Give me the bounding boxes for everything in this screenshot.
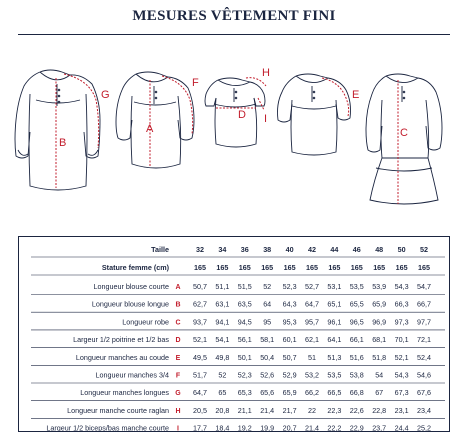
stature-cell: 165 xyxy=(261,263,274,272)
table-cell: 49,5 xyxy=(193,352,207,362)
table-cell: 54 xyxy=(375,370,384,380)
table-cell: 54,3 xyxy=(394,370,409,380)
table-cell: 52,9 xyxy=(282,370,297,380)
table-cell: 65,9 xyxy=(282,388,297,398)
page-title: MESURES VÊTEMENT FINI xyxy=(132,8,336,24)
table-cell: 22,3 xyxy=(327,405,342,415)
table-cell: 66,7 xyxy=(417,299,431,309)
table-cell: 51,3 xyxy=(327,352,342,362)
table-cell: 66,8 xyxy=(349,388,364,398)
table-cell: 64,7 xyxy=(193,388,207,398)
size-header: Taille xyxy=(151,245,169,254)
table-cell: 52 xyxy=(218,370,227,380)
size-header-cell: 48 xyxy=(375,245,384,254)
table-cell: 53,5 xyxy=(327,370,342,380)
stature-cell: 165 xyxy=(306,263,318,272)
size-header-cell: 38 xyxy=(263,245,272,254)
measure-line-i xyxy=(258,98,264,110)
table-cell: 21,1 xyxy=(237,405,252,415)
garment-blouse-courte xyxy=(116,72,194,168)
stature-cell: 165 xyxy=(350,263,363,272)
table-cell: 68,1 xyxy=(372,335,387,345)
row-code: F xyxy=(175,372,181,380)
size-header-cell: 52 xyxy=(420,245,428,254)
row-label: Longueur manches au coude xyxy=(75,352,169,362)
measure-line-e xyxy=(322,78,349,116)
table-cell: 52,4 xyxy=(417,352,431,362)
table-cell: 97,7 xyxy=(417,317,431,327)
table-cell: 17,7 xyxy=(193,423,207,433)
table-cell: 96,9 xyxy=(372,317,387,327)
stature-cell: 165 xyxy=(328,263,341,272)
table-cell: 95,3 xyxy=(282,317,297,327)
table-cell: 56,1 xyxy=(237,335,252,345)
table-cell: 72,1 xyxy=(417,335,431,345)
stature-cell: 165 xyxy=(418,263,430,272)
row-label: Longueur manche courte raglan xyxy=(67,405,169,415)
stature-cell: 165 xyxy=(395,263,408,272)
table-cell: 54,7 xyxy=(417,282,431,291)
table-cell: 95 xyxy=(263,317,272,327)
table-cell: 20,8 xyxy=(215,405,230,415)
table-cell: 24,4 xyxy=(394,423,409,433)
table-cell: 60,1 xyxy=(282,335,297,345)
table-cell: 19,2 xyxy=(237,423,252,433)
table-cell: 54,6 xyxy=(417,370,431,380)
measure-label-e: E xyxy=(352,89,360,101)
table-cell: 65,1 xyxy=(327,299,342,309)
garment-blouse-manche-courte xyxy=(205,78,268,147)
table-cell: 22 xyxy=(308,405,316,415)
table-cell: 70,1 xyxy=(394,335,409,345)
table-cell: 51 xyxy=(308,352,316,362)
stature-cell: 165 xyxy=(283,263,296,272)
table-cell: 51,1 xyxy=(215,282,230,291)
table-cell: 52,1 xyxy=(394,352,409,362)
table-cell: 51,7 xyxy=(193,370,207,380)
measure-label-h: H xyxy=(262,67,270,79)
table-cell: 65 xyxy=(218,388,227,398)
table-cell: 21,4 xyxy=(260,405,275,415)
row-code: I xyxy=(177,425,179,433)
measure-line-f xyxy=(162,76,193,134)
table-cell: 52,1 xyxy=(193,335,207,345)
size-header-cell: 36 xyxy=(240,245,249,254)
table-cell: 51,6 xyxy=(349,352,364,362)
table-cell: 95,7 xyxy=(305,317,319,327)
table-cell: 52 xyxy=(263,282,272,291)
row-code: C xyxy=(175,319,181,327)
table-cell: 22,6 xyxy=(349,405,364,415)
measure-label-i: I xyxy=(264,113,268,125)
row-label: Longueur robe xyxy=(122,317,169,327)
table-cell: 52,7 xyxy=(305,282,319,291)
measurement-table xyxy=(18,236,450,432)
table-cell: 53,2 xyxy=(305,370,319,380)
table-cell: 52,6 xyxy=(260,370,275,380)
table-cell: 93,7 xyxy=(193,317,207,327)
table-cell: 18,4 xyxy=(215,423,230,433)
row-label: Largeur 1/2 poitrine et 1/2 bas xyxy=(73,335,169,345)
table-cell: 66,1 xyxy=(349,335,364,345)
table-cell: 23,1 xyxy=(394,405,409,415)
table-cell: 19,9 xyxy=(260,423,275,433)
table-cell: 66,3 xyxy=(394,299,409,309)
table-cell: 53,5 xyxy=(349,282,364,291)
table-cell: 50,7 xyxy=(282,352,297,362)
row-code: E xyxy=(175,354,181,362)
title-divider xyxy=(18,34,450,35)
table-cell: 62,7 xyxy=(193,299,207,309)
measure-label-f: F xyxy=(192,77,199,89)
table-cell: 54,1 xyxy=(215,335,230,345)
stature-cell: 165 xyxy=(216,263,229,272)
table-cell: 64,7 xyxy=(305,299,319,309)
table-cell: 22,8 xyxy=(372,405,387,415)
table-cell: 52,3 xyxy=(237,370,252,380)
row-label: Largeur 1/2 biceps/bas manche courte xyxy=(46,423,169,433)
measure-label-b: B xyxy=(59,137,67,149)
measure-line-g xyxy=(64,74,99,148)
garment-robe xyxy=(366,74,442,204)
stature-cell: 165 xyxy=(194,263,206,272)
row-code: A xyxy=(175,284,181,291)
table-cell: 94,1 xyxy=(215,317,230,327)
table-cell: 50,1 xyxy=(237,352,252,362)
table-cell: 67,6 xyxy=(417,388,431,398)
table-cell: 94,5 xyxy=(237,317,252,327)
row-label: Longueur manches longues xyxy=(80,388,169,398)
table-cell: 65,6 xyxy=(260,388,275,398)
stature-cell: 165 xyxy=(373,263,386,272)
table-cell: 21,4 xyxy=(305,423,319,433)
garment-blouse-longue xyxy=(15,70,100,190)
table-cell: 63,1 xyxy=(215,299,230,309)
measurement-grid xyxy=(19,237,451,433)
row-label: Longueur blouse longue xyxy=(91,299,169,309)
row-label: Longueur blouse courte xyxy=(93,282,169,291)
row-code: D xyxy=(175,337,181,345)
table-cell: 62,1 xyxy=(305,335,319,345)
size-header-cell: 34 xyxy=(218,245,227,254)
table-cell: 52,3 xyxy=(282,282,297,291)
table-cell: 51,8 xyxy=(372,352,387,362)
table-cell: 97,3 xyxy=(394,317,409,327)
size-header-cell: 44 xyxy=(330,245,339,254)
size-header-cell: 50 xyxy=(397,245,406,254)
table-cell: 96,5 xyxy=(349,317,364,327)
table-cell: 96,1 xyxy=(327,317,342,327)
table-cell: 53,9 xyxy=(372,282,387,291)
table-cell: 64,1 xyxy=(327,335,342,345)
table-cell: 64 xyxy=(263,299,272,309)
table-cell: 67 xyxy=(375,388,384,398)
row-code: G xyxy=(175,390,181,398)
measure-label-g: G xyxy=(101,89,110,101)
table-cell: 20,5 xyxy=(193,405,207,415)
row-label: Longueur manches 3/4 xyxy=(95,370,169,380)
table-cell: 21,7 xyxy=(282,405,297,415)
size-header-cell: 42 xyxy=(308,245,316,254)
table-cell: 65,9 xyxy=(372,299,387,309)
table-cell: 64,3 xyxy=(282,299,297,309)
table-cell: 22,2 xyxy=(327,423,342,433)
table-cell: 58,1 xyxy=(260,335,275,345)
table-cell: 23,4 xyxy=(417,405,431,415)
table-cell: 65,5 xyxy=(349,299,364,309)
table-cell: 53,1 xyxy=(327,282,342,291)
garment-sketches xyxy=(0,40,468,236)
measure-label-c: C xyxy=(400,127,408,139)
table-cell: 67,3 xyxy=(394,388,409,398)
measure-label-a: A xyxy=(146,123,154,135)
table-cell: 20,7 xyxy=(282,423,297,433)
table-cell: 49,8 xyxy=(215,352,230,362)
table-cell: 66,5 xyxy=(327,388,342,398)
table-cell: 50,7 xyxy=(193,282,207,291)
table-cell: 50,4 xyxy=(260,352,275,362)
table-cell: 54,3 xyxy=(394,282,409,291)
size-header-cell: 46 xyxy=(352,245,361,254)
measure-label-d: D xyxy=(238,109,246,121)
table-cell: 65,3 xyxy=(237,388,252,398)
table-cell: 22,9 xyxy=(349,423,364,433)
table-cell: 66,2 xyxy=(305,388,319,398)
table-cell: 51,5 xyxy=(237,282,252,291)
stature-cell: 165 xyxy=(238,263,251,272)
row-code: B xyxy=(175,301,181,309)
size-header-cell: 32 xyxy=(196,245,204,254)
table-cell: 23,7 xyxy=(372,423,387,433)
table-cell: 63,5 xyxy=(237,299,252,309)
table-cell: 53,8 xyxy=(349,370,364,380)
size-header-cell: 40 xyxy=(285,245,294,254)
row-code: H xyxy=(175,407,181,415)
garment-blouse-manches-coude xyxy=(278,74,351,155)
table-cell: 25,2 xyxy=(417,423,431,433)
stature-header: Stature femme (cm) xyxy=(101,263,169,272)
